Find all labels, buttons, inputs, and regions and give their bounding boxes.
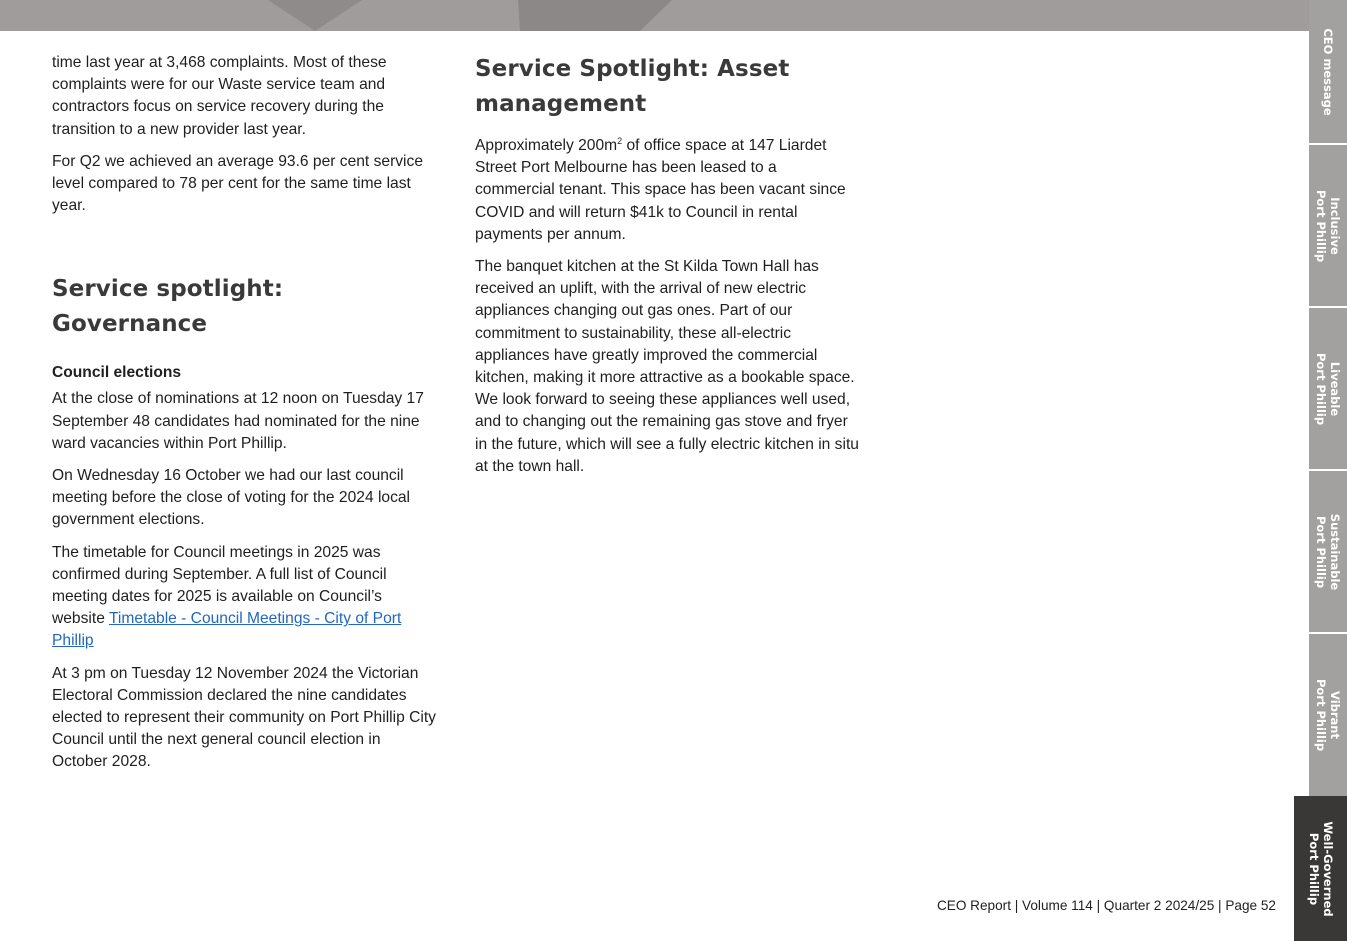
tab-label-line1: CEO message bbox=[1321, 27, 1335, 116]
governance-heading: Service spotlight: Governance bbox=[52, 276, 284, 338]
tab-label-line1: Inclusive bbox=[1328, 196, 1342, 255]
tab-inclusive[interactable] bbox=[1309, 143, 1347, 306]
paragraph-vec-declaration: At 3 pm on Tuesday 12 November 2024 the Victorian Electoral Commission declared the nine candidates elected to represent their community on Port Phillip City Council until the next general council election in October 2028. bbox=[52, 664, 436, 771]
tab-label-line1: Liveable bbox=[1328, 361, 1342, 416]
timetable-text: The timetable for Council meetings in 2025 was confirmed during September. A full list of Council meeting dates for 2025 is available on Council’s website bbox=[52, 543, 387, 628]
tab-label-line2: Port Phillip bbox=[1306, 832, 1321, 905]
paragraph-banquet-kitchen: The banquet kitchen at the St Kilda Town Hall has received an uplift, with the arrival of new electric appliances changing out gas ones. Part of our commitment to sustainability, these all-electric appliances have greatly improved the commercial kitchen, making it more attractive as a bookable space. We look forward to seeing these appliances well used, and to changing out the remaining gas stove and fryer in the future, which will see a fully electric kitchen in situ at the town hall. bbox=[475, 258, 859, 475]
paragraph-service-level: For Q2 we achieved an average 93.6 per cent service level compared to 78 per cent for the same time last year. bbox=[52, 152, 423, 215]
tab-ceo-message[interactable] bbox=[1309, 0, 1347, 143]
tab-liveable[interactable] bbox=[1309, 306, 1347, 469]
paragraph-complaints: time last year at 3,468 complaints. Most of these complaints were for our Waste service team and contractors focus on service recovery during the transition to a new provider last year. bbox=[52, 54, 387, 138]
paragraph-last-meeting: On Wednesday 16 October we had our last council meeting before the close of voting for the 2024 local government elections. bbox=[52, 467, 411, 529]
tab-label-line2: Port Phillip bbox=[1314, 515, 1328, 588]
asset-management-heading: Service Spotlight: Asset management bbox=[475, 56, 790, 117]
tab-well-governed[interactable] bbox=[1294, 796, 1347, 941]
paragraph-office-lease bbox=[475, 135, 860, 246]
banner-decoration bbox=[0, 0, 1310, 31]
tab-label-line1: Well-Governed bbox=[1320, 820, 1335, 917]
squared-superscript: 2 bbox=[617, 135, 623, 146]
tab-label bbox=[1321, 28, 1335, 115]
paragraph-nominations: At the close of nominations at 12 noon on Tuesday 17 September 48 candidates had nominated for the nine ward vacancies within Port Phillip. bbox=[52, 390, 424, 452]
top-banner bbox=[0, 0, 1310, 31]
middle-column bbox=[475, 52, 860, 488]
office-lease-text-end: of office space at 147 Liardet Street Port Melbourne has been leased to a commercial tenant. This space has been vacant since COVID and will return $41k to Council in rental payments per annum. bbox=[475, 137, 846, 243]
tab-label-line2: Port Phillip bbox=[1314, 352, 1328, 425]
tab-label bbox=[1307, 821, 1335, 916]
office-lease-text-start: Approximately 200m bbox=[475, 137, 618, 154]
council-elections-subheading: Council elections bbox=[52, 364, 182, 382]
tab-sustainable[interactable] bbox=[1309, 469, 1347, 632]
left-column bbox=[52, 52, 437, 784]
tab-label-line1: Vibrant bbox=[1328, 691, 1342, 739]
timetable-link[interactable]: Timetable - Council Meetings - City of Port Phillip bbox=[52, 610, 402, 650]
tab-label-line1: Sustainable bbox=[1328, 513, 1342, 590]
tab-label bbox=[1314, 189, 1342, 261]
page-footer: CEO Report | Volume 114 | Quarter 2 2024/25 | Page 52 bbox=[936, 898, 1276, 913]
tab-label bbox=[1314, 679, 1342, 751]
tab-label-line2: Port Phillip bbox=[1314, 678, 1328, 752]
tab-label-line2: Port Phillip bbox=[1314, 189, 1328, 262]
paragraph-timetable bbox=[52, 542, 437, 653]
tab-label bbox=[1314, 513, 1342, 589]
tab-vibrant[interactable] bbox=[1309, 632, 1347, 796]
tab-label bbox=[1314, 352, 1342, 424]
